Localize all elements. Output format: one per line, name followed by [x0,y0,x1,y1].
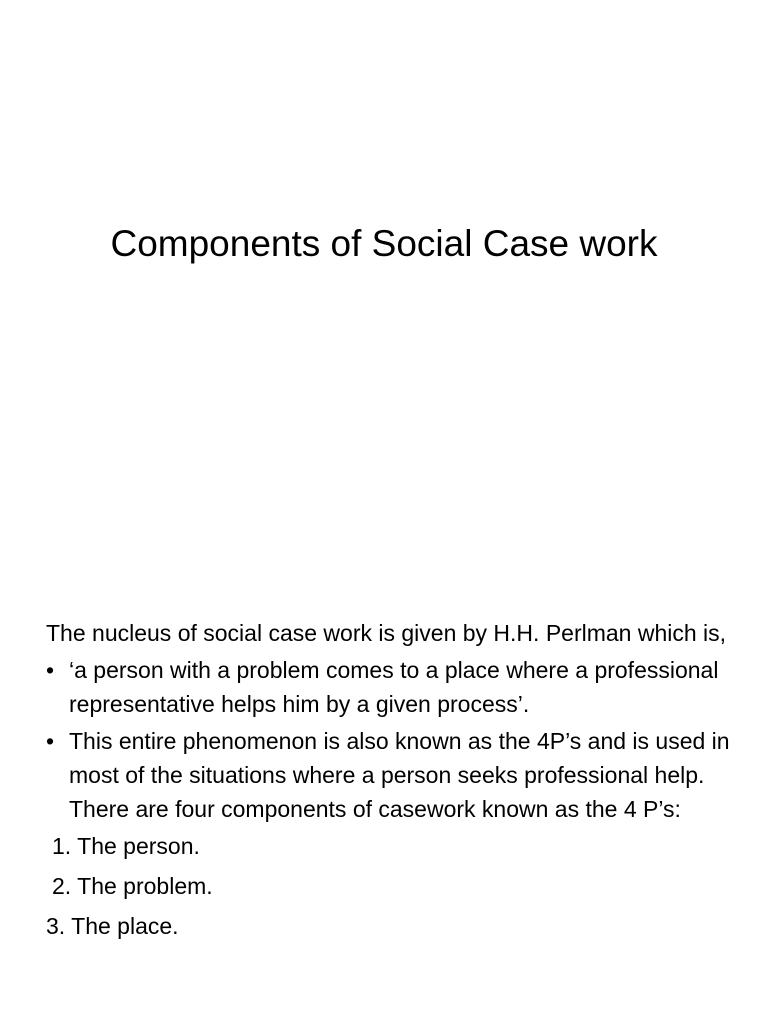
numbered-item: 2. The problem. [52,873,213,899]
bullet-text: This entire phenomenon is also known as the 4P’s and is used in most of the situations where a person seeks professional help. There are four components of casework known as the 4 P’s: [69,728,730,822]
bullet-item [46,653,746,721]
bullet-text: ‘a person with a problem comes to a place where a professional representative helps him by a given process’. [69,657,719,717]
intro-paragraph: The nucleus of social case work is given by H.H. Perlman which is, [46,620,727,646]
bullet-icon: • [46,657,55,683]
slide-title: Components of Social Case work [110,223,658,264]
numbered-item: 3. The place. [46,913,179,939]
numbered-item: 1. The person. [52,833,200,859]
slide-body [46,616,746,949]
bullet-icon: • [46,728,55,754]
bullet-item [46,724,746,826]
